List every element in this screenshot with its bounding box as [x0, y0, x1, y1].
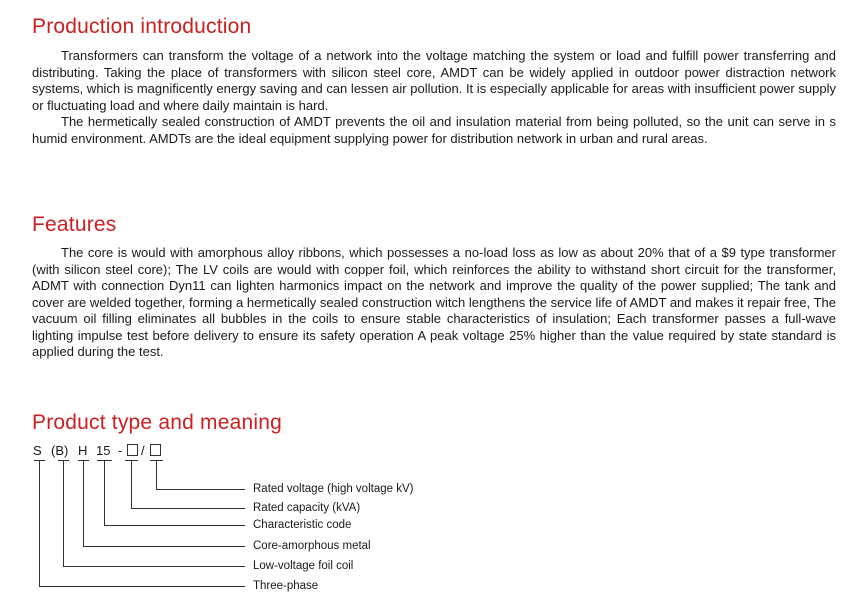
- code-box-voltage: [150, 443, 161, 459]
- placeholder-box-icon: [127, 444, 138, 456]
- code-slash: /: [141, 443, 145, 458]
- section-title-product-type: Product type and meaning: [32, 411, 282, 434]
- section-title-intro: Production introduction: [32, 15, 252, 38]
- leader-rated-voltage: [157, 461, 246, 490]
- code-s: S: [33, 443, 42, 458]
- placeholder-box-icon: [150, 444, 161, 456]
- section-title-features: Features: [32, 213, 117, 236]
- code-num: 15: [96, 443, 111, 458]
- meaning-core-amorphous: Core-amorphous metal: [253, 540, 371, 552]
- leader-three-phase: [40, 461, 246, 587]
- meaning-lv-foil: Low-voltage foil coil: [253, 560, 354, 572]
- features-body: [32, 245, 836, 361]
- code-b: (B): [51, 443, 69, 458]
- leader-rated-capacity: [132, 461, 246, 509]
- meaning-characteristic-code: Characteristic code: [253, 519, 352, 531]
- features-paragraph: The core is would with amorphous alloy ribbons, which possesses a no-load loss as low as about 20% that of a $9 type transformer (with silicon steel core); The LV coils are would with copper foil, which reinforces the ability to withstand short circuit for the transformer, ADMT with connection Dyn11 can lighten harmonics impact on the network and improve the quality of the power supplied; The tank and cover are welded together, forming a hermetically sealed construction witch lengthens the service life of AMDT and makes it repair free, The vacuum oil filling eliminates all bubbles in the coils to ensure stable characteristics of insulation; Each transformer passes a full-wave lighting impulse test before delivery to ensure its safety operation A peak voltage 25% higher than the value required by state standard is applied during the test.: [32, 245, 836, 359]
- code-box-capacity: [127, 443, 138, 459]
- code-dash: -: [118, 443, 123, 458]
- intro-paragraph: Transformers can transform the voltage of a network into the voltage matching the system or load and fulfill power transferring and distributing. Taking the place of transformers with silicon steel core, AMDT can be widely applied in outdoor power distraction network systems, which is magnificently energy saving and can lessen air pollution. It is especially applicable for areas with insufficient power supply or fluctuating load and where daily maintain is hard.: [32, 48, 836, 113]
- code-h: H: [78, 443, 88, 458]
- intro-paragraph: The hermetically sealed construction of AMDT prevents the oil and insulation material from being polluted, so the unit can serve in s humid environment. AMDTs are the ideal equipment supplying power for distribution network in urban and rural areas.: [32, 114, 836, 146]
- meaning-rated-voltage: Rated voltage (high voltage kV): [253, 483, 414, 495]
- meaning-three-phase: Three-phase: [253, 580, 319, 592]
- leader-characteristic-code: [105, 461, 246, 526]
- leader-core-amorphous: [84, 461, 246, 547]
- meaning-rated-capacity: Rated capacity (kVA): [253, 502, 361, 514]
- leader-lv-foil: [64, 461, 246, 567]
- intro-body: [32, 48, 836, 147]
